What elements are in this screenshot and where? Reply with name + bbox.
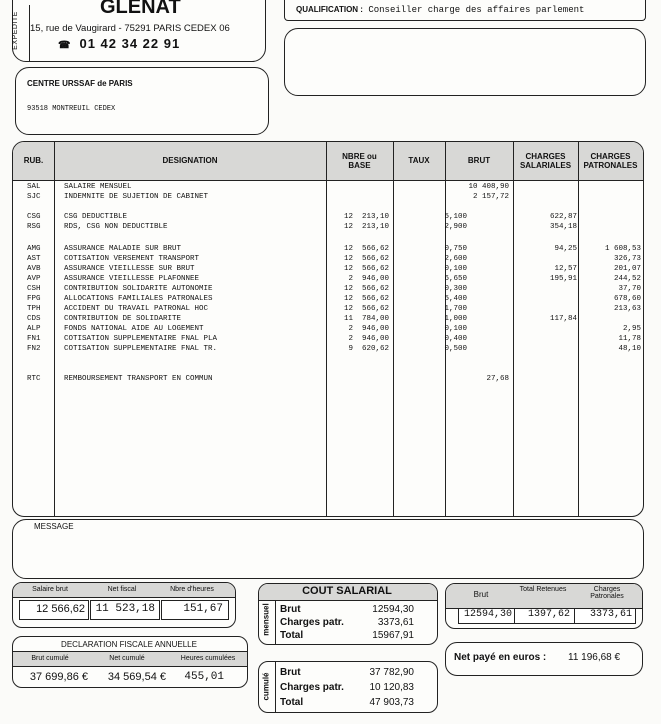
row-designation: RDS, CSG NON DEDUCTIBLE xyxy=(64,223,168,231)
totaux-brut-value: 12594,30 xyxy=(463,609,512,620)
mensuel-2-label: Total xyxy=(280,630,304,641)
centre-city: 93518 MONTREUIL CEDEX xyxy=(27,105,116,113)
row-charges-salariales: 622,87 xyxy=(549,213,577,221)
header-total-retenues: Total Retenues xyxy=(519,586,567,593)
row-charges-salariales: 117,84 xyxy=(549,315,577,323)
row-base: 9 620,62 xyxy=(348,345,389,353)
sender-vertical-label: EXPEDITE xyxy=(11,11,19,50)
header-designation: DESIGNATION xyxy=(162,156,218,166)
row-designation: ACCIDENT DU TRAVAIL PATRONAL HOC xyxy=(64,305,209,313)
row-code: FN2 xyxy=(27,345,41,353)
payslip-table xyxy=(12,141,644,517)
row-base: 11 784,00 xyxy=(343,315,389,323)
row-taux: 2,600 xyxy=(444,255,467,263)
row-taux: 0,400 xyxy=(444,335,467,343)
row-code: SJC xyxy=(27,193,41,201)
table-row xyxy=(13,222,643,232)
sender-address: 15, rue de Vaugirard - 75291 PARIS CEDEX 06 xyxy=(30,23,230,34)
sender-phone-number: 01 42 34 22 91 xyxy=(79,36,181,51)
row-code: SAL xyxy=(27,183,41,191)
header-totaux-brut: Brut xyxy=(473,590,489,599)
header-brut-cumule: Brut cumulé xyxy=(31,655,69,662)
net-paye-label: Net payé en euros : xyxy=(454,652,547,663)
header-net-fiscal: Net fiscal xyxy=(107,586,137,593)
header-nbre-heures: Nbre d'heures xyxy=(170,586,214,593)
table-row xyxy=(13,334,643,344)
row-charges-patronales: 678,60 xyxy=(613,295,641,303)
brut-cumule-value: 37 699,86 € xyxy=(29,671,88,683)
row-designation: ASSURANCE MALADIE SUR BRUT xyxy=(64,245,182,253)
row-code: CDS xyxy=(27,315,41,323)
table-row xyxy=(13,274,643,284)
header-nbre-base: NBRE ou BASE xyxy=(342,151,377,170)
row-taux: 0,300 xyxy=(444,285,467,293)
row-code: AST xyxy=(27,255,41,263)
header-net-cumule: Net cumulé xyxy=(109,655,145,662)
centre-box xyxy=(15,67,269,135)
header-rub: RUB. xyxy=(23,156,44,166)
row-designation: INDEMNITE DE SUJETION DE CABINET xyxy=(64,193,209,201)
row-charges-patronales: 37,70 xyxy=(618,285,641,293)
row-taux: 2,900 xyxy=(444,223,467,231)
telephone-icon: ☎ xyxy=(58,40,72,51)
row-code: RSG xyxy=(27,223,41,231)
row-base: 12 213,10 xyxy=(343,223,389,231)
row-brut: 2 157,72 xyxy=(472,193,509,201)
cumule-0-value: 37 782,90 xyxy=(369,667,414,678)
nbre-heures-value: 151,67 xyxy=(183,603,223,615)
addressee-box xyxy=(284,28,646,96)
heures-cumulees-value: 455,01 xyxy=(184,671,224,683)
qualification-value: Conseiller charge des affaires parlement xyxy=(368,5,585,15)
row-charges-patronales: 244,52 xyxy=(613,275,641,283)
row-brut: 27,68 xyxy=(486,375,509,383)
net-paye-value: 11 196,68 € xyxy=(568,652,621,663)
row-base: 12 566,62 xyxy=(343,255,389,263)
row-taux: 0,750 xyxy=(444,245,467,253)
message-box xyxy=(12,519,644,579)
row-code: CSG xyxy=(27,213,41,221)
row-designation: COTISATION SUPPLEMENTAIRE FNAL TR. xyxy=(64,345,218,353)
net-fiscal-value: 11 523,18 xyxy=(95,603,155,615)
row-code: AVB xyxy=(27,265,41,273)
header-charges-patronales: CHARGES PATRONALES xyxy=(583,151,638,170)
cumule-2-label: Total xyxy=(280,697,304,708)
table-row xyxy=(13,314,643,324)
row-designation: CONTRIBUTION DE SOLIDARITE xyxy=(64,315,182,323)
cumule-label: cumulé xyxy=(261,672,271,701)
row-designation: FONDS NATIONAL AIDE AU LOGEMENT xyxy=(64,325,204,333)
header-taux: TAUX xyxy=(408,156,430,166)
row-taux: 1,000 xyxy=(444,315,467,323)
mensuel-0-value: 12594,30 xyxy=(372,604,414,615)
table-row xyxy=(13,192,643,202)
sender-name: GLENAT xyxy=(100,0,181,18)
header-salaire-brut: Salaire brut xyxy=(32,586,68,593)
row-charges-salariales: 94,25 xyxy=(554,245,577,253)
net-cumule-value: 34 569,54 € xyxy=(107,671,166,683)
header-charges-salariales: CHARGES SALARIALES xyxy=(519,151,572,170)
table-row xyxy=(13,254,643,264)
row-base: 12 566,62 xyxy=(343,295,389,303)
row-charges-patronales: 11,78 xyxy=(618,335,641,343)
row-charges-patronales: 326,73 xyxy=(613,255,641,263)
centre-name: CENTRE URSSAF de PARIS xyxy=(27,79,133,88)
total-retenues-value: 1397,62 xyxy=(527,609,570,620)
charges-patronales-total-value: 3373,61 xyxy=(589,609,632,620)
table-row xyxy=(13,244,643,254)
header-heures-cumulees: Heures cumulées xyxy=(180,655,236,662)
table-row xyxy=(13,182,643,192)
salaire-brut-value: 12 566,62 xyxy=(36,603,85,615)
row-charges-salariales: 354,18 xyxy=(549,223,577,231)
row-designation: REMBOURSEMENT TRANSPORT EN COMMUN xyxy=(64,375,213,383)
table-row xyxy=(13,264,643,274)
qualification-label: QUALIFICATION : xyxy=(296,5,363,14)
row-brut: 10 408,90 xyxy=(468,183,509,191)
row-taux: 0,100 xyxy=(444,325,467,333)
row-designation: COTISATION VERSEMENT TRANSPORT xyxy=(64,255,200,263)
row-code: AMG xyxy=(27,245,41,253)
row-code: CSH xyxy=(27,285,41,293)
row-charges-patronales: 48,10 xyxy=(618,345,641,353)
cumule-2-value: 47 903,73 xyxy=(369,697,414,708)
mensuel-2-value: 15967,91 xyxy=(372,630,414,641)
row-taux: 1,700 xyxy=(444,305,467,313)
cumule-1-label: Charges patr. xyxy=(280,682,344,693)
row-code: TPH xyxy=(27,305,41,313)
table-row xyxy=(13,324,643,334)
mensuel-1-value: 3373,61 xyxy=(377,617,414,628)
row-base: 12 566,62 xyxy=(343,285,389,293)
row-base: 2 946,00 xyxy=(348,335,389,343)
row-designation: CONTRIBUTION SOLIDARITE AUTONOMIE xyxy=(64,285,213,293)
row-base: 12 566,62 xyxy=(343,265,389,273)
sender-vertical-tab xyxy=(11,5,30,61)
table-row xyxy=(13,304,643,314)
declaration-title: DECLARATION FISCALE ANNUELLE xyxy=(61,640,197,649)
row-base: 2 946,00 xyxy=(348,275,389,283)
table-row xyxy=(13,294,643,304)
row-base: 12 566,62 xyxy=(343,245,389,253)
row-code: ALP xyxy=(27,325,41,333)
row-taux: 5,100 xyxy=(444,213,467,221)
qualification xyxy=(296,5,584,15)
row-designation: ASSURANCE VIEILLESSE SUR BRUT xyxy=(64,265,195,273)
row-charges-patronales: 213,63 xyxy=(613,305,641,313)
row-code: FPG xyxy=(27,295,41,303)
row-taux: 0,100 xyxy=(444,265,467,273)
row-taux: 6,650 xyxy=(444,275,467,283)
row-base: 12 213,10 xyxy=(343,213,389,221)
row-designation: CSG DEDUCTIBLE xyxy=(64,213,128,221)
row-charges-patronales: 201,07 xyxy=(613,265,641,273)
sender-phone xyxy=(58,36,180,51)
row-code: FN1 xyxy=(27,335,41,343)
message-label: MESSAGE xyxy=(34,522,74,531)
row-base: 12 566,62 xyxy=(343,305,389,313)
row-charges-salariales: 12,57 xyxy=(554,265,577,273)
table-row xyxy=(13,344,643,354)
row-taux: 5,400 xyxy=(444,295,467,303)
row-charges-salariales: 195,91 xyxy=(549,275,577,283)
row-designation: SALAIRE MENSUEL xyxy=(64,183,132,191)
row-code: AVP xyxy=(27,275,41,283)
header-charges-patronales-total: Charges Patronales xyxy=(590,586,624,600)
row-designation: COTISATION SUPPLEMENTAIRE FNAL PLA xyxy=(64,335,218,343)
row-taux: 0,500 xyxy=(444,345,467,353)
table-row xyxy=(13,374,643,384)
table-row xyxy=(13,284,643,294)
cumule-1-value: 10 120,83 xyxy=(369,682,414,693)
cumule-0-label: Brut xyxy=(280,667,301,678)
row-base: 2 946,00 xyxy=(348,325,389,333)
row-charges-patronales: 2,95 xyxy=(622,325,641,333)
mensuel-0-label: Brut xyxy=(280,604,301,615)
mensuel-1-label: Charges patr. xyxy=(280,617,344,628)
header-brut: BRUT xyxy=(467,156,491,166)
row-designation: ALLOCATIONS FAMILIALES PATRONALES xyxy=(64,295,213,303)
row-code: RTC xyxy=(27,375,41,383)
cout-salarial-title: COUT SALARIAL xyxy=(302,585,392,597)
row-charges-patronales: 1 608,53 xyxy=(604,245,641,253)
row-designation: ASSURANCE VIEILLESSE PLAFONNEE xyxy=(64,275,200,283)
mensuel-label: mensuel xyxy=(261,603,271,636)
table-row xyxy=(13,212,643,222)
